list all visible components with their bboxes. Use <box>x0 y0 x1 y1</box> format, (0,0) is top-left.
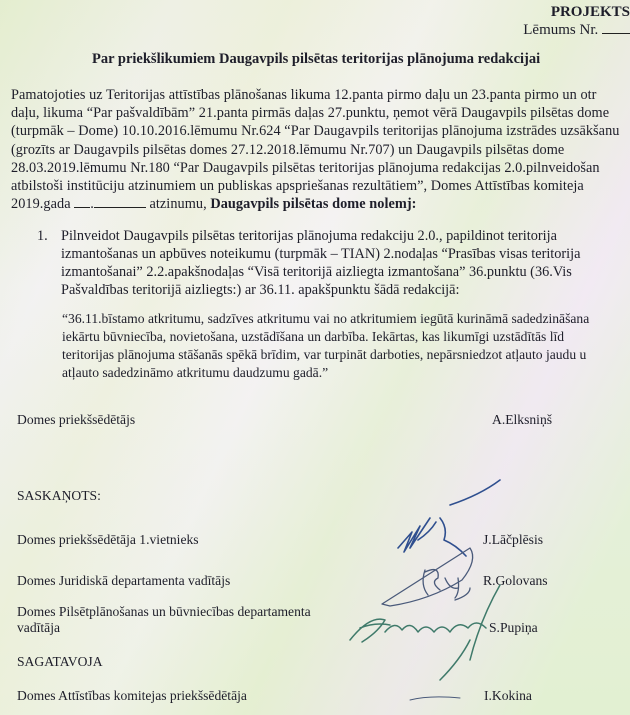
chair-role: Domes priekšsēdētājs <box>17 412 136 427</box>
item-line: Pilnveidot Daugavpils pilsētas teritorijas plānojuma redakciju 2.0., papildinot teritorija <box>61 228 557 244</box>
month-blank <box>94 197 146 208</box>
preamble-last-line: 2019.gada . atzinumu, Daugavpils pilsētas dome nolemj: <box>11 196 417 212</box>
preamble-year: 2019.gada <box>11 196 71 212</box>
decision-number-blank <box>602 23 630 34</box>
item-line: izmantošanai” 2.2.apakšnodaļas “Visā teritorijā aizliegta izmantošana” 36.punktu (36.Vis <box>61 264 572 280</box>
prepared-name: I.Kokina <box>484 688 532 703</box>
signatory-role: Domes priekšsēdētāja 1.vietnieks <box>17 532 199 547</box>
quote-line: atļauto sadedzināmo atkritumu daudzumu gadā.” <box>62 365 329 380</box>
chair-name: A.Elksniņš <box>492 412 553 427</box>
preamble-resolution: Daugavpils pilsētas dome nolemj: <box>210 196 417 212</box>
preamble-line: Pamatojoties uz Teritorijas attīstības plānošanas likuma 12.panta pirmo daļu un 23.panta pirmo un otr <box>11 87 597 103</box>
preamble-line: 28.03.2019.lēmumu Nr.180 “Par Daugavpils pilsētas teritorijas plānojuma redakcijas 2.0.pilnveidošan <box>11 160 600 176</box>
item-line: izmantošanas un apbūves noteikumu (turpmāk – TIAN) 2.nodaļas “Prasības visas teritorija <box>61 246 581 262</box>
signatory-role: Domes Juridiskā departamenta vadītājs <box>17 573 231 588</box>
signature-golovans <box>382 548 473 606</box>
preamble-line: atbilstoši institūciju atzinumiem un publiskas apspriešanas rezultātiem”, Domes Attīstības komiteja <box>11 178 584 194</box>
signatory-name: R.Golovans <box>483 573 548 588</box>
item-line: Pašvaldības teritorijā aizliegts:) ar 36.11. apakšpunktu šādā redakcijā: <box>61 282 460 298</box>
signatory-role: Domes Pilsētplānošanas un būvniecības departamenta <box>17 604 311 619</box>
project-status-label: PROJEKTS <box>550 4 630 20</box>
decision-number-text: Lēmums Nr. <box>523 22 599 38</box>
signature-pupina <box>350 585 500 680</box>
preamble-line: (grozīts ar Daugavpils pilsētas domes 27.12.2018.lēmumu Nr.707) un Daugavpils pilsētas dome <box>11 142 565 158</box>
signatory-name: J.Lāčplēsis <box>483 532 544 547</box>
prepared-heading: SAGATAVOJA <box>17 654 103 669</box>
signatory-name: S.Pupiņa <box>489 620 538 635</box>
preamble-line: daļu, likuma “Par pašvaldībām” 21.panta pirmās daļas 27.punktu, ņemot vērā Daugavpils pilsētas dome <box>11 105 610 121</box>
signature-stroke-bottom <box>410 697 460 700</box>
quote-line: iekārtu būvniecība, novietošana, uzstādīšana un darbība. Iekārtas, kas likumīgi uzstādītās līd <box>62 329 565 344</box>
document-title: Par priekšlikumiem Daugavpils pilsētas teritorijas plānojuma redakcijai <box>92 51 541 67</box>
preamble-opinion: atzinumu, <box>149 196 207 212</box>
preamble-line: (turpmāk – Dome) 10.10.2016.lēmumu Nr.624 “Par Daugavpils teritorijas plānojuma izstrādes uzsākšanu <box>11 123 620 139</box>
approved-heading: SASKAŅOTS: <box>17 488 101 503</box>
quote-line: teritorijas plānojuma stāšanās spēkā brīdim, var turpināt darboties, nepārsniedzot atļauto jaudu u <box>62 347 587 362</box>
day-blank <box>74 197 90 208</box>
prepared-role: Domes Attīstības komitejas priekšsēdētāja <box>17 688 247 703</box>
decision-number-label <box>523 22 630 39</box>
quote-line: “36.11.bīstamo atkritumu, sadzīves atkritumu vai no atkritumiem iegūtā kurināmā sadedzināšana <box>62 311 590 326</box>
signatory-role-line2: vadītāja <box>17 620 61 635</box>
item-number: 1. <box>37 228 48 244</box>
